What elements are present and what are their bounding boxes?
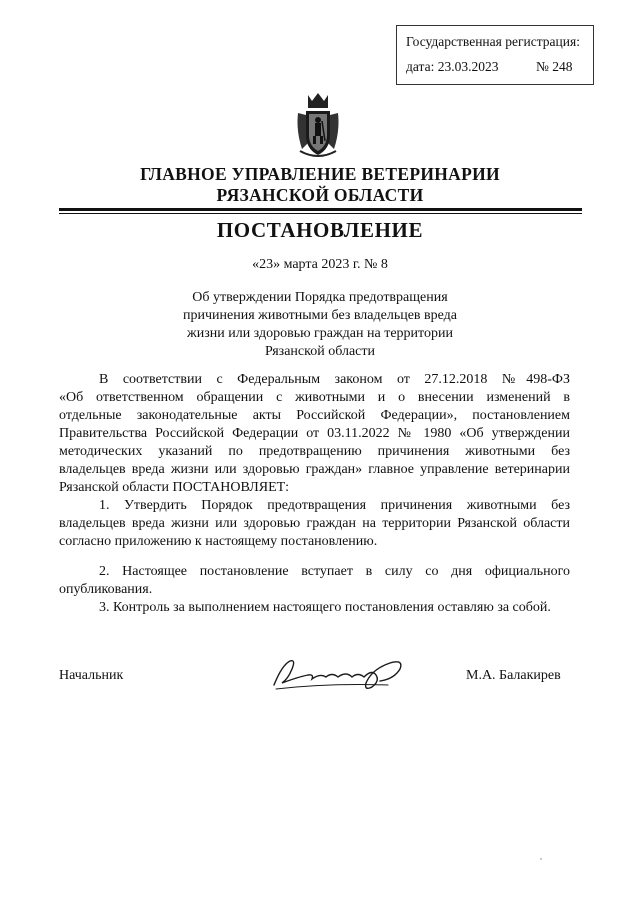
header-divider-thick [59,208,582,211]
registration-number: № 248 [536,59,573,74]
registration-title: Государственная регистрация: [406,34,580,49]
body-line: методических указаний по предотвращению причинения животными без [59,444,570,459]
subject-line: жизни или здоровью граждан на территории [187,326,453,341]
subject-line: Об утверждении Порядка предотвращения [192,290,448,305]
coat-of-arms-icon [294,91,342,159]
header-divider-thin [59,213,582,214]
subject-line: причинения животными без владельцев вреда [183,308,457,323]
body-line: владельцев вреда жизни или здоровью граждан» главное управление ветеринарии [59,462,570,477]
organization-name-line1: ГЛАВНОЕ УПРАВЛЕНИЕ ВЕТЕРИНАРИИ [140,164,500,184]
body-line: отдельные законодательные акты Российской Федерации», постановлением [59,408,570,423]
handwritten-signature-icon [268,655,413,693]
document-date-number: «23» марта 2023 г. № 8 [252,257,388,272]
body-line: В соответствии с Федеральным законом от 27.12.2018 №498-ФЗ [99,372,570,387]
signatory-position: Начальник [59,668,124,683]
document-type-title: ПОСТАНОВЛЕНИЕ [216,218,424,242]
body-line: 3. Контроль за выполнением настоящего постановления оставляю за собой. [99,600,551,615]
body-line: согласно приложению к настоящему постановлению. [59,534,378,549]
registration-stamp [396,25,594,85]
scan-speck [540,858,542,860]
document-subject [150,289,490,361]
registration-date: дата: 23.03.2023 [406,59,499,74]
body-line: Правительства Российской Федерации от 03.11.2022 № 1980 «Об утверждении [59,426,570,441]
body-line: опубликования. [59,582,153,597]
signatory-name: М.А. Балакирев [466,668,561,683]
body-line: 2. Настоящее постановление вступает в силу со дня официального [99,564,570,579]
body-line: Рязанской области ПОСТАНОВЛЯЕТ: [59,480,290,495]
body-line: 1. Утвердить Порядок предотвращения причинения животными без [99,498,570,513]
organization-name-line2: РЯЗАНСКОЙ ОБЛАСТИ [216,185,424,205]
subject-line: Рязанской области [264,344,376,359]
body-line: владельцев вреда жизни или здоровью граждан на территории Рязанской области [59,516,570,531]
body-line: «Об ответственном обращении с животными и о внесении изменений в [59,390,570,405]
